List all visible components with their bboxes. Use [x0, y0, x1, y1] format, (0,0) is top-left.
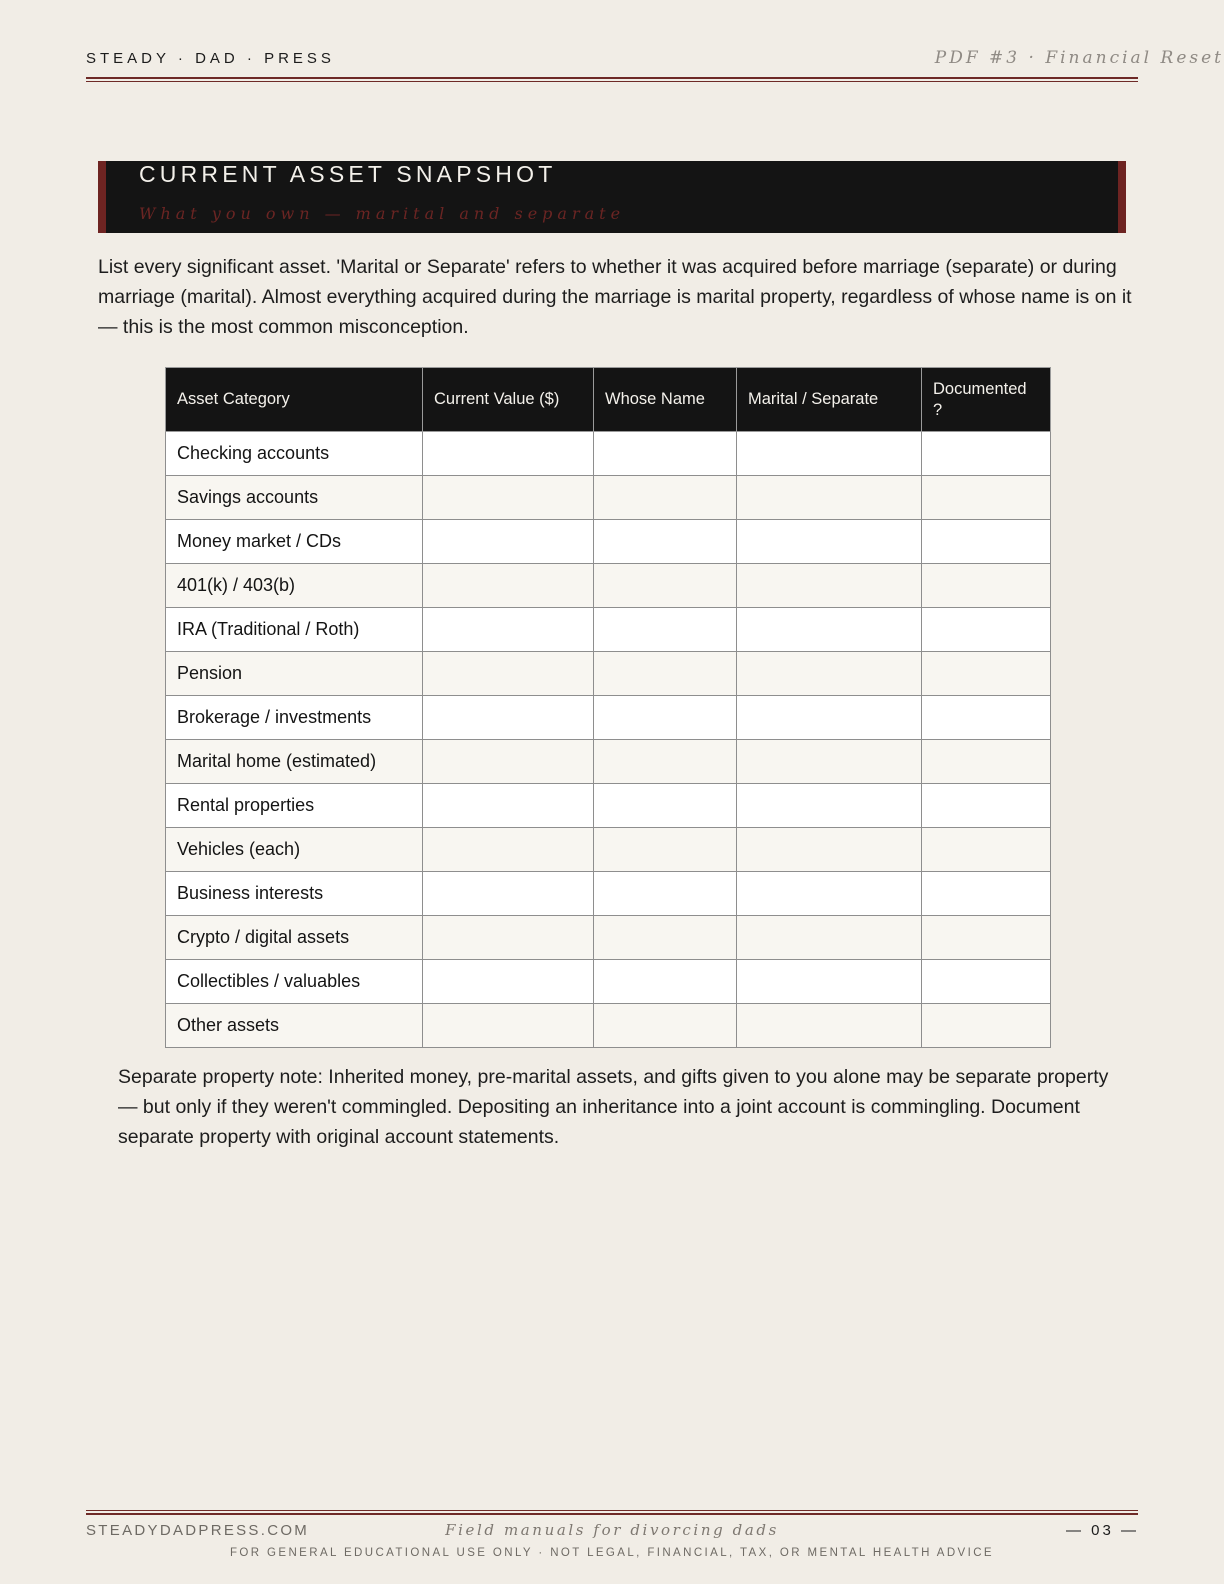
- marital-separate-cell[interactable]: [737, 608, 922, 652]
- marital-separate-cell[interactable]: [737, 828, 922, 872]
- whose-name-cell[interactable]: [594, 740, 737, 784]
- marital-separate-cell[interactable]: [737, 740, 922, 784]
- footer-rule-thin: [86, 1510, 1138, 1511]
- documented-cell[interactable]: [922, 652, 1051, 696]
- whose-name-cell[interactable]: [594, 564, 737, 608]
- page-number: — 03 —: [1066, 1522, 1140, 1539]
- asset-category-cell: Rental properties: [166, 784, 423, 828]
- whose-name-cell[interactable]: [594, 696, 737, 740]
- current-value-cell[interactable]: [423, 784, 594, 828]
- separate-property-note: Separate property note: Inherited money, pre-marital assets, and gifts given to you alone may be separate property — but only if they weren't commingled. Depositing an inheritance into a joint account is commingling. Document separate property with original account statements.: [118, 1066, 1109, 1148]
- footer-site: STEADYDADPRESS.COM: [86, 1522, 310, 1539]
- asset-category-cell: Checking accounts: [166, 432, 423, 476]
- whose-name-cell[interactable]: [594, 432, 737, 476]
- asset-category-cell: Business interests: [166, 872, 423, 916]
- marital-separate-cell[interactable]: [737, 432, 922, 476]
- current-value-cell[interactable]: [423, 960, 594, 1004]
- current-value-cell[interactable]: [423, 872, 594, 916]
- documented-cell[interactable]: [922, 960, 1051, 1004]
- asset-category-cell: IRA (Traditional / Roth): [166, 608, 423, 652]
- current-value-cell[interactable]: [423, 916, 594, 960]
- header-current-value: Current Value ($): [423, 368, 594, 432]
- asset-category-cell: Other assets: [166, 1004, 423, 1048]
- header-marital-separate: Marital / Separate: [737, 368, 922, 432]
- documented-cell[interactable]: [922, 916, 1051, 960]
- table-row: [166, 828, 1051, 872]
- documented-cell[interactable]: [922, 872, 1051, 916]
- marital-separate-cell[interactable]: [737, 1004, 922, 1048]
- current-value-cell[interactable]: [423, 740, 594, 784]
- whose-name-cell[interactable]: [594, 476, 737, 520]
- marital-separate-cell[interactable]: [737, 916, 922, 960]
- footer-rule: [86, 1513, 1138, 1515]
- documented-cell[interactable]: [922, 740, 1051, 784]
- documented-cell[interactable]: [922, 828, 1051, 872]
- table-row: [166, 476, 1051, 520]
- section-title: CURRENT ASSET SNAPSHOT: [139, 161, 557, 187]
- asset-category-cell: Money market / CDs: [166, 520, 423, 564]
- table-row: [166, 740, 1051, 784]
- header-brand: STEADY · DAD · PRESS: [86, 50, 335, 67]
- header-whose-name: Whose Name: [594, 368, 737, 432]
- asset-category-cell: Pension: [166, 652, 423, 696]
- whose-name-cell[interactable]: [594, 784, 737, 828]
- current-value-cell[interactable]: [423, 652, 594, 696]
- documented-cell[interactable]: [922, 432, 1051, 476]
- table-row: [166, 872, 1051, 916]
- whose-name-cell[interactable]: [594, 608, 737, 652]
- header-asset-category: Asset Category: [166, 368, 423, 432]
- current-value-cell[interactable]: [423, 696, 594, 740]
- table-row: [166, 608, 1051, 652]
- asset-category-cell: Marital home (estimated): [166, 740, 423, 784]
- current-value-cell[interactable]: [423, 564, 594, 608]
- whose-name-cell[interactable]: [594, 520, 737, 564]
- section-subtitle: What you own — marital and separate: [139, 204, 626, 223]
- asset-category-cell: Vehicles (each): [166, 828, 423, 872]
- footer-disclaimer: FOR GENERAL EDUCATIONAL USE ONLY · NOT LEGAL, FINANCIAL, TAX, OR MENTAL HEALTH ADVICE: [229, 1547, 994, 1559]
- documented-cell[interactable]: [922, 784, 1051, 828]
- asset-category-cell: Savings accounts: [166, 476, 423, 520]
- marital-separate-cell[interactable]: [737, 652, 922, 696]
- documented-cell[interactable]: [922, 1004, 1051, 1048]
- table-row: [166, 696, 1051, 740]
- current-value-cell[interactable]: [423, 476, 594, 520]
- asset-category-cell: Brokerage / investments: [166, 696, 423, 740]
- current-value-cell[interactable]: [423, 828, 594, 872]
- table-row: [166, 784, 1051, 828]
- section-banner: [98, 161, 1126, 233]
- header-document-title: PDF #3 · Financial Reset: [934, 48, 1224, 68]
- table-row: [166, 960, 1051, 1004]
- header-rule: [86, 77, 1138, 79]
- marital-separate-cell[interactable]: [737, 476, 922, 520]
- asset-category-cell: Collectibles / valuables: [166, 960, 423, 1004]
- table-row: [166, 432, 1051, 476]
- marital-separate-cell[interactable]: [737, 520, 922, 564]
- whose-name-cell[interactable]: [594, 916, 737, 960]
- marital-separate-cell[interactable]: [737, 696, 922, 740]
- marital-separate-cell[interactable]: [737, 960, 922, 1004]
- asset-category-cell: Crypto / digital assets: [166, 916, 423, 960]
- intro-paragraph: List every significant asset. 'Marital or Separate' refers to whether it was acquired before marriage (separate) or during marriage (marital). Almost everything acquired during the marriage is marital property, regardless of whose name is on it — this is the most common misconception.: [98, 256, 1132, 338]
- table-row: [166, 652, 1051, 696]
- asset-category-cell: 401(k) / 403(b): [166, 564, 423, 608]
- whose-name-cell[interactable]: [594, 1004, 737, 1048]
- current-value-cell[interactable]: [423, 608, 594, 652]
- whose-name-cell[interactable]: [594, 828, 737, 872]
- current-value-cell[interactable]: [423, 432, 594, 476]
- documented-cell[interactable]: [922, 696, 1051, 740]
- documented-cell[interactable]: [922, 608, 1051, 652]
- table-row: [166, 916, 1051, 960]
- whose-name-cell[interactable]: [594, 652, 737, 696]
- current-value-cell[interactable]: [423, 520, 594, 564]
- documented-cell[interactable]: [922, 564, 1051, 608]
- whose-name-cell[interactable]: [594, 872, 737, 916]
- table-header-row: [166, 368, 1051, 432]
- marital-separate-cell[interactable]: [737, 872, 922, 916]
- asset-table: [165, 367, 1051, 1048]
- header-rule-thin: [86, 81, 1138, 82]
- table-row: [166, 1004, 1051, 1048]
- documented-cell[interactable]: [922, 520, 1051, 564]
- header-documented: Documented ?: [922, 368, 1051, 432]
- marital-separate-cell[interactable]: [737, 784, 922, 828]
- asset-table-body: [166, 432, 1051, 1048]
- footer-tagline: Field manuals for divorcing dads: [445, 1521, 779, 1539]
- marital-separate-cell[interactable]: [737, 564, 922, 608]
- table-row: [166, 564, 1051, 608]
- documented-cell[interactable]: [922, 476, 1051, 520]
- whose-name-cell[interactable]: [594, 960, 737, 1004]
- current-value-cell[interactable]: [423, 1004, 594, 1048]
- table-row: [166, 520, 1051, 564]
